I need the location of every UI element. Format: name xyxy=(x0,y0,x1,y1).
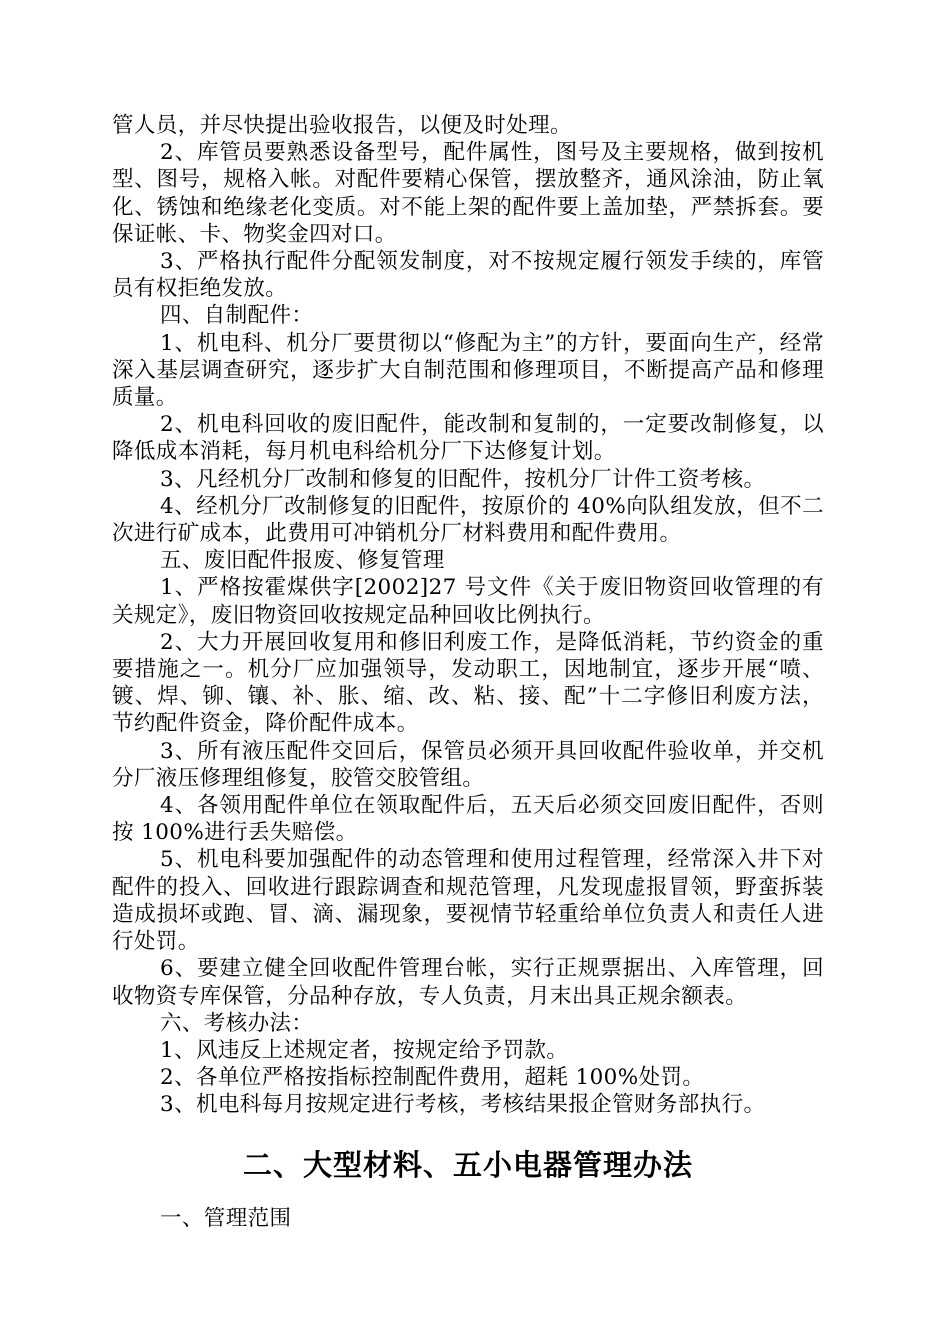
paragraph: 一、管理范围 xyxy=(160,1205,292,1231)
paragraph: 2、机电科回收的废旧配件，能改制和复制的，一定要改制修复，以降低成本消耗，每月机电科给机分厂下达修复计划。 xyxy=(112,412,824,465)
paragraph: 2、库管员要熟悉设备型号，配件属性，图号及主要规格，做到按机型、图号，规格入帐。对配件要精心保管，摆放整齐，通风涂油，防止氧化、锈蚀和绝缘老化变质。对不能上架的配件要上盖加垫，严禁拆套。要保证帐、卡、物奖金四对口。 xyxy=(112,140,824,247)
paragraph: 3、机电科每月按规定进行考核，考核结果报企管财务部执行。 xyxy=(160,1092,766,1118)
paragraph: 六、考核办法： xyxy=(160,1010,314,1036)
body-text-bottom xyxy=(112,1205,824,1232)
paragraph: 1、严格按霍煤供字[2002]27 号文件《关于废旧物资回收管理的有关规定》，废旧物资回收按规定品种回收比例执行。 xyxy=(112,575,824,628)
paragraph: 3、所有液压配件交回后，保管员必须开具回收配件验收单，并交机分厂液压修理组修复，胶管交胶管组。 xyxy=(112,738,824,791)
paragraph: 2、各单位严格按指标控制配件费用，超耗 100%处罚。 xyxy=(160,1065,705,1091)
body-text-top xyxy=(112,112,824,1119)
paragraph: 3、严格执行配件分配领发制度，对不按规定履行领发手续的，库管员有权拒绝发放。 xyxy=(112,249,824,302)
paragraph: 管人员，并尽快提出验收报告，以便及时处理。 xyxy=(112,113,572,138)
paragraph: 4、经机分厂改制修复的旧配件，按原价的 40%向队组发放，但不二次进行矿成本，此费用可冲销机分厂材料费用和配件费用。 xyxy=(112,493,824,547)
paragraph: 1、风违反上述规定者，按规定给予罚款。 xyxy=(160,1037,569,1063)
paragraph: 2、大力开展回收复用和修旧利废工作，是降低消耗，节约资金的重要措施之一。机分厂应加强领导，发动职工，因地制宜，逐步开展“喷、镀、焊、铆、镶、补、胀、缩、改、粘、接、配”十二字修旧利废方法，节约配件资金，降价配件成本。 xyxy=(112,629,824,737)
paragraph: 3、凡经机分厂改制和修复的旧配件，按机分厂计件工资考核。 xyxy=(160,466,766,492)
paragraph: 4、各领用配件单位在领取配件后，五天后必须交回废旧配件，否则按 100%进行丢失赔偿。 xyxy=(112,793,824,846)
paragraph: 5、机电科要加强配件的动态管理和使用过程管理，经常深入井下对配件的投入、回收进行跟踪调查和规范管理，凡发现虚报冒领，野蛮拆装造成损坏或跑、冒、滴、漏现象，要视情节轻重给单位负责人和责任人进行处罚。 xyxy=(112,847,824,955)
section-heading: 二、大型材料、五小电器管理办法 xyxy=(242,1147,693,1182)
paragraph: 五、废旧配件报废、修复管理 xyxy=(160,548,445,574)
document-page xyxy=(112,112,824,1232)
paragraph: 1、机电科、机分厂要贯彻以“修配为主”的方针，要面向生产，经常深入基层调查研究，逐步扩大自制范围和修理项目，不断提高产品和修理质量。 xyxy=(112,330,824,411)
paragraph: 6、要建立健全回收配件管理台帐，实行正规票据出、入库管理，回收物资专库保管，分品种存放，专人负责，月末出具正规余额表。 xyxy=(112,956,824,1009)
paragraph: 四、自制配件： xyxy=(160,303,314,329)
